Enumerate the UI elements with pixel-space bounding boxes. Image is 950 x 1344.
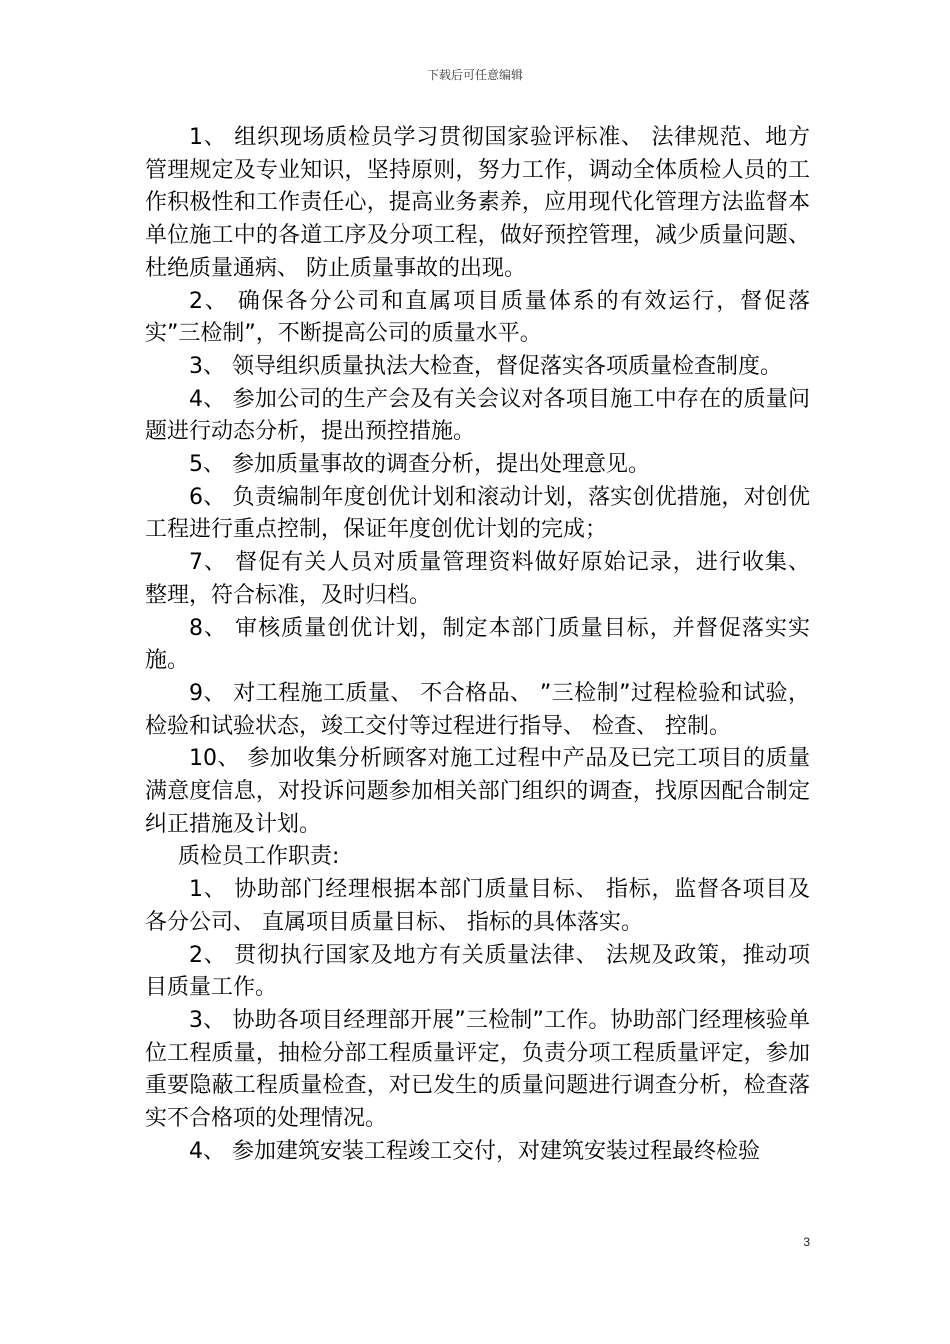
document-body xyxy=(145,122,810,1169)
section-heading: 质检员工作职责: xyxy=(178,844,340,870)
page-number: 3 xyxy=(803,1235,810,1249)
paragraph-4: 4、 参加公司的生产会及有关会议对各项目施工中存在的质量问题进行动态分析，提出预控措施。 xyxy=(145,386,810,445)
paragraph-12: 2、 贯彻执行国家及地方有关质量法律、 法规及政策，推动项目质量工作。 xyxy=(145,942,810,1001)
paragraph-7: 7、 督促有关人员对质量管理资料做好原始记录，进行收集、 整理，符合标准，及时归档。 xyxy=(145,550,810,608)
paragraph-11: 1、 协助部门经理根据本部门质量目标、 指标，监督各项目及各分公司、 直属项目质量目标、 指标的具体落实。 xyxy=(145,877,810,935)
paragraph-14: 4、 参加建筑安装工程竣工交付，对建筑安装过程最终检验 xyxy=(189,1138,760,1164)
paragraph-2: 2、 确保各分公司和直属项目质量体系的有效运行，督促落实”三检制”，不断提高公司的质量水平。 xyxy=(145,288,810,347)
paragraph-13: 3、 协助各项目经理部开展”三检制”工作。协助部门经理核验单位工程质量，抽检分部工程质量评定，负责分项工程质量评定，参加重要隐蔽工程质量检查，对已发生的质量问题进行调查分析，检查落实不合格项的处理情况。 xyxy=(145,1007,810,1132)
paragraph-6: 6、 负责编制年度创优计划和滚动计划，落实创优措施，对创优工程进行重点控制，保证年度创优计划的完成； xyxy=(145,484,810,543)
paragraph-1: 1、 组织现场质检员学习贯彻国家验评标准、 法律规范、地方管理规定及专业知识，坚持原则，努力工作，调动全体质检人员的工作积极性和工作责任心，提高业务素养，应用现代化管理方法监督本单位施工中的各道工序及分项工程，做好预控管理，减少质量问题、 杜绝质量通病、 防止质量事故的出现。 xyxy=(145,125,810,281)
paragraph-3: 3、 领导组织质量执法大检查，督促落实各项质量检查制度。 xyxy=(189,353,782,379)
paragraph-9: 9、 对工程施工质量、 不合格品、 ”三检制”过程检验和试验，检验和试验状态，竣工交付等过程进行指导、 检查、 控制。 xyxy=(145,680,810,739)
paragraph-5: 5、 参加质量事故的调查分析，提出处理意见。 xyxy=(189,452,650,478)
paragraph-8: 8、 审核质量创优计划，制定本部门质量目标，并督促落实实施。 xyxy=(145,615,810,674)
paragraph-10: 10、 参加收集分析顾客对施工过程中产品及已完工项目的质量满意度信息，对投诉问题参加相关部门组织的调查，找原因配合制定纠正措施及计划。 xyxy=(145,746,810,837)
page-header: 下载后可任意编辑 xyxy=(426,68,523,82)
